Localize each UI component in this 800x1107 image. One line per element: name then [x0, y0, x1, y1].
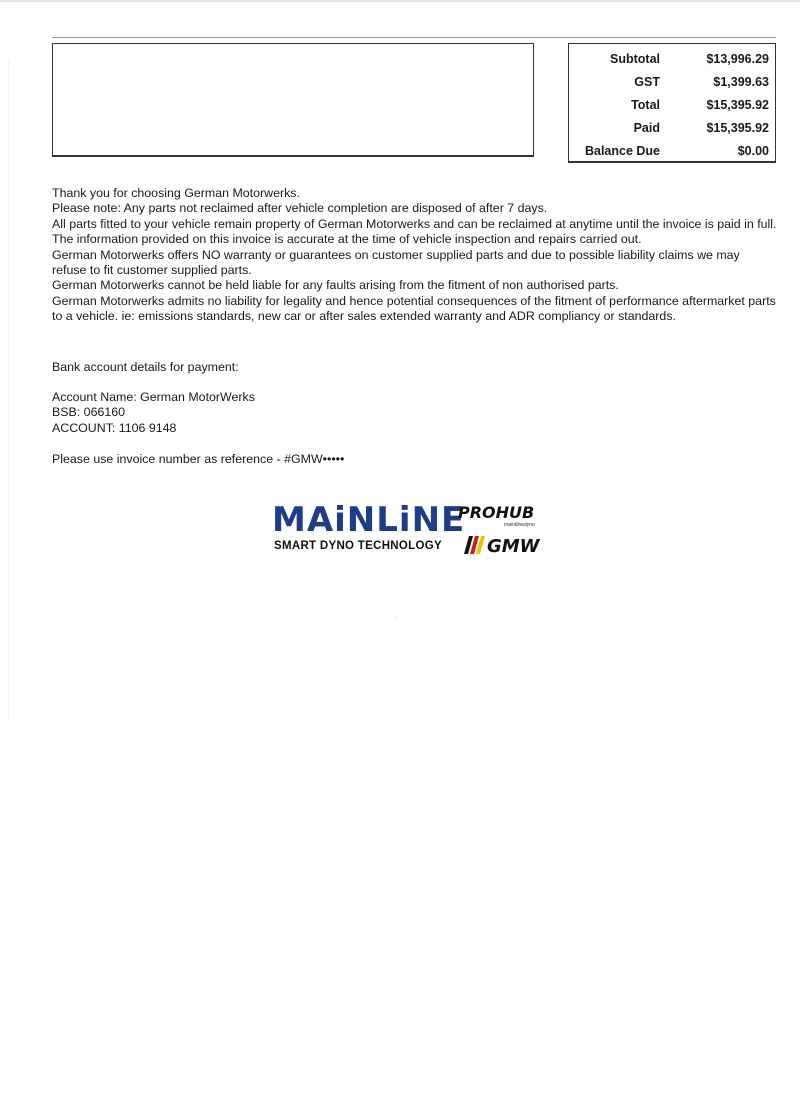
smart-dyno-text: SMART DYNO TECHNOLOGY	[274, 540, 442, 552]
note-line: Please note: Any parts not reclaimed after vehicle completion are disposed of after 7 days.	[52, 201, 548, 216]
totals-label: Paid	[633, 121, 660, 135]
note-line: Thank you for choosing German Motorwerks.	[52, 186, 300, 200]
header-rule	[52, 37, 776, 38]
note-line: The information provided on this invoice is accurate at the time of vehicle inspection and repairs carried out.	[52, 232, 642, 247]
note-line: German Motorwerks offers NO warranty or guarantees on customer supplied parts and due to possible liability claims we may refuse to fit customer supplied parts.	[52, 247, 740, 278]
totals-row-gst	[569, 71, 775, 94]
totals-row-paid	[569, 117, 775, 140]
bank-details	[52, 390, 255, 436]
totals-box	[568, 43, 776, 163]
totals-value: $0.00	[737, 144, 769, 158]
totals-value: $1,399.63	[713, 75, 769, 89]
totals-value: $15,395.92	[706, 98, 769, 112]
invoice-notes-box	[52, 43, 534, 157]
note-line: German Motorwerks admits no liability for legality and hence potential consequences of the fitment of performance aftermarket parts to a vehicle. ie: emissions standards, new car or after sales extended warranty and ADR compliancy or standards.	[52, 293, 776, 324]
bank-heading: Bank account details for payment:	[52, 360, 239, 374]
payment-reference: Please use invoice number as reference - #GMW•••••	[52, 452, 345, 466]
totals-row-total	[569, 94, 775, 117]
totals-label: GST	[634, 75, 660, 89]
account-name: Account Name: German MotorWerks	[52, 390, 255, 404]
totals-value: $15,395.92	[706, 121, 769, 135]
terms-notes	[52, 186, 777, 325]
scan-edge-mark	[8, 60, 9, 720]
gmw-logo-icon	[460, 534, 550, 556]
totals-value: $13,996.29	[706, 52, 769, 66]
totals-row-subtotal	[569, 48, 775, 71]
page-top-edge	[0, 0, 800, 2]
note-line: German Motorwerks cannot be held liable for any faults arising from the fitment of non authorised parts.	[52, 278, 619, 293]
scan-speck: ·	[395, 612, 398, 622]
totals-label: Total	[631, 98, 660, 112]
totals-label: Subtotal	[610, 52, 660, 66]
note-line: All parts fitted to your vehicle remain property of German Motorwerks and can be reclaimed at anytime until the invoice is paid in full.	[52, 216, 777, 231]
mainline-logo-text: MAiNLiNE	[272, 500, 466, 540]
prohub-logo-text: PROHUB	[458, 503, 535, 522]
totals-row-balance-due	[569, 140, 775, 163]
sponsor-logo	[272, 500, 562, 560]
prohub-subtext: maintlinedyno	[504, 522, 535, 528]
account-number: ACCOUNT: 1106 9148	[52, 420, 177, 435]
gmw-text: GMW	[487, 536, 540, 556]
bank-heading-block	[52, 360, 239, 375]
bsb-number: BSB: 066160	[52, 405, 126, 420]
totals-label: Balance Due	[584, 144, 660, 158]
